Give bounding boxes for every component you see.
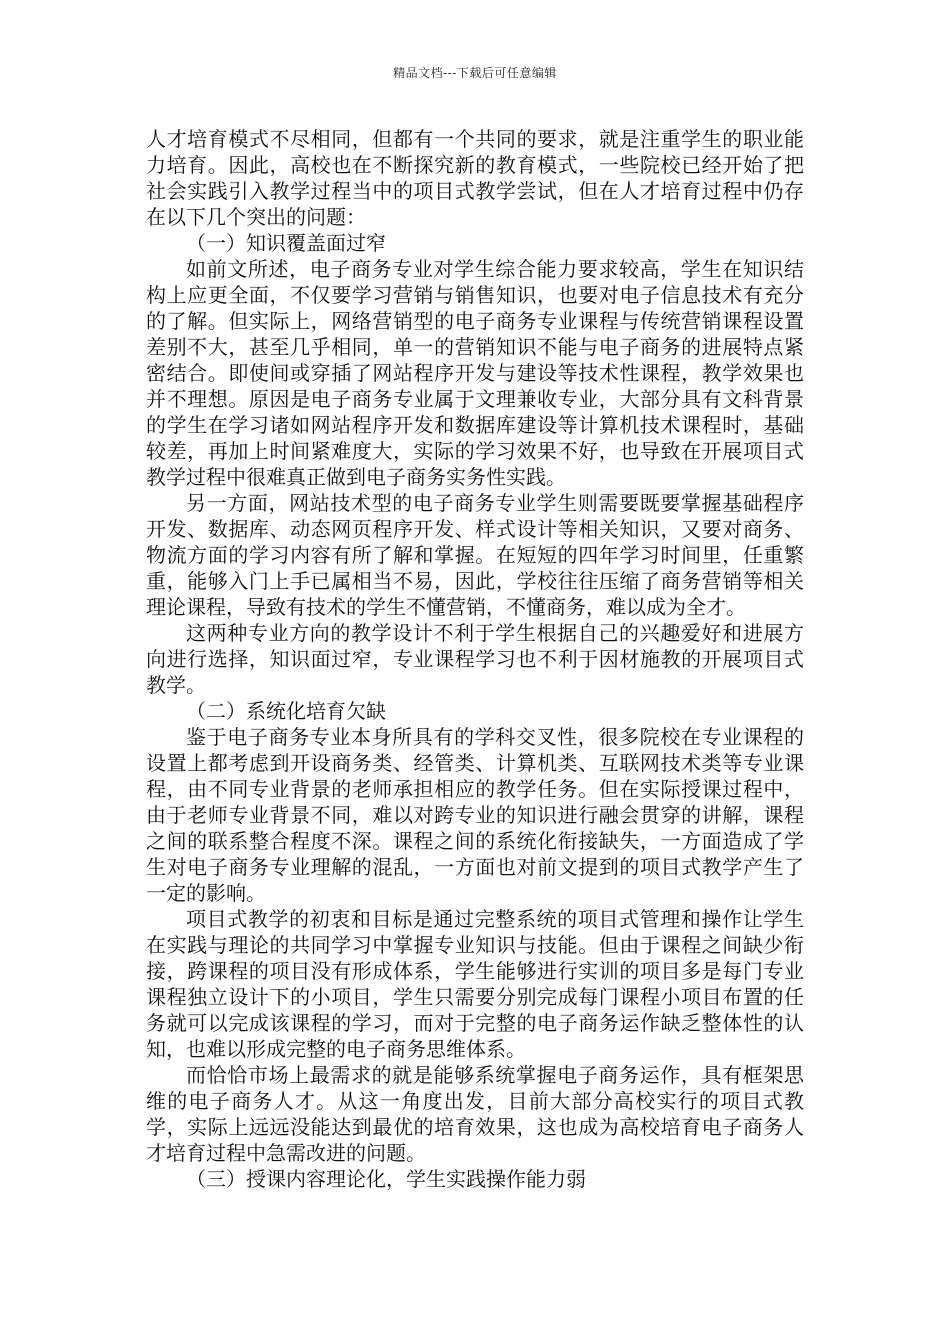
paragraph: 另一方面，网站技术型的电子商务专业学生则需要既要掌握基础程序开发、数据库、动态网页程序开发、样式设计等相关知识，又要对商务、物流方面的学习内容有所了解和掌握。在短短的四年学习时间里，任重繁重，能够入门上手已属相当不易，因此，学校往往压缩了商务营销等相关理论课程，导致有技术的学生不懂营销，不懂商务，难以成为全才。 xyxy=(146,491,804,619)
paragraph: 如前文所述，电子商务专业对学生综合能力要求较高，学生在知识结构上应更全面，不仅要学习营销与销售知识，也要对电子信息技术有充分的了解。但实际上，网络营销型的电子商务专业课程与传统营销课程设置差别不大，甚至几乎相同，单一的营销知识不能与电子商务的进展特点紧密结合。即使间或穿插了网站程序开发与建设等技术性课程，教学效果也并不理想。原因是电子商务专业属于文理兼收专业，大部分具有文科背景的学生在学习诸如网站程序开发和数据库建设等计算机技术课程时，基础较差，再加上时间紧难度大，实际的学习效果不好，也导致在开展项目式教学过程中很难真正做到电子商务实务性实践。 xyxy=(146,257,804,489)
section-heading-1: （一）知识覆盖面过窄 xyxy=(186,231,386,255)
paragraph-intro: 人才培育模式不尽相同，但都有一个共同的要求，就是注重学生的职业能力培育。因此，高校也在不断探究新的教育模式，一些院校已经开始了把社会实践引入教学过程当中的项目式教学尝试，但在人才培育过程中仍存在以下几个突出的问题： xyxy=(146,127,804,229)
paragraph: 项目式教学的初衷和目标是通过完整系统的项目式管理和操作让学生在实践与理论的共同学习中掌握专业知识与技能。但由于课程之间缺少衔接，跨课程的项目没有形成体系，学生能够进行实训的项目多是每门专业课程独立设计下的小项目，学生只需要分别完成每门课程小项目布置的任务就可以完成该课程的学习，而对于完整的电子商务运作缺乏整体性的认知，也难以形成完整的电子商务思维体系。 xyxy=(146,907,804,1061)
page-header: 精品文档---下载后可任意编辑 xyxy=(393,66,557,80)
paragraph: 鉴于电子商务专业本身所具有的学科交叉性，很多院校在专业课程的设置上都考虑到开设商务类、经管类、计算机类、互联网技术类等专业课程，由不同专业背景的老师承担相应的教学任务。但在实际授课过程中，由于老师专业背景不同，难以对跨专业的知识进行融会贯穿的讲解，课程之间的联系整合程度不深。课程之间的系统化衔接缺失，一方面造成了学生对电子商务专业理解的混乱，一方面也对前文提到的项目式教学产生了一定的影响。 xyxy=(146,725,804,905)
section-heading-3: （三）授课内容理论化，学生实践操作能力弱 xyxy=(186,1167,586,1191)
paragraph: 这两种专业方向的教学设计不利于学生根据自己的兴趣爱好和进展方向进行选择，知识面过窄，专业课程学习也不利于因材施教的开展项目式教学。 xyxy=(146,621,804,697)
document-body xyxy=(146,126,804,1192)
section-heading-2: （二）系统化培育欠缺 xyxy=(186,699,386,723)
paragraph: 而恰恰市场上最需求的就是能够系统掌握电子商务运作，具有框架思维的电子商务人才。从这一角度出发，目前大部分高校实行的项目式教学，实际上远远没能达到最优的培育效果，这也成为高校培育电子商务人才培育过程中急需改进的问题。 xyxy=(146,1063,804,1165)
